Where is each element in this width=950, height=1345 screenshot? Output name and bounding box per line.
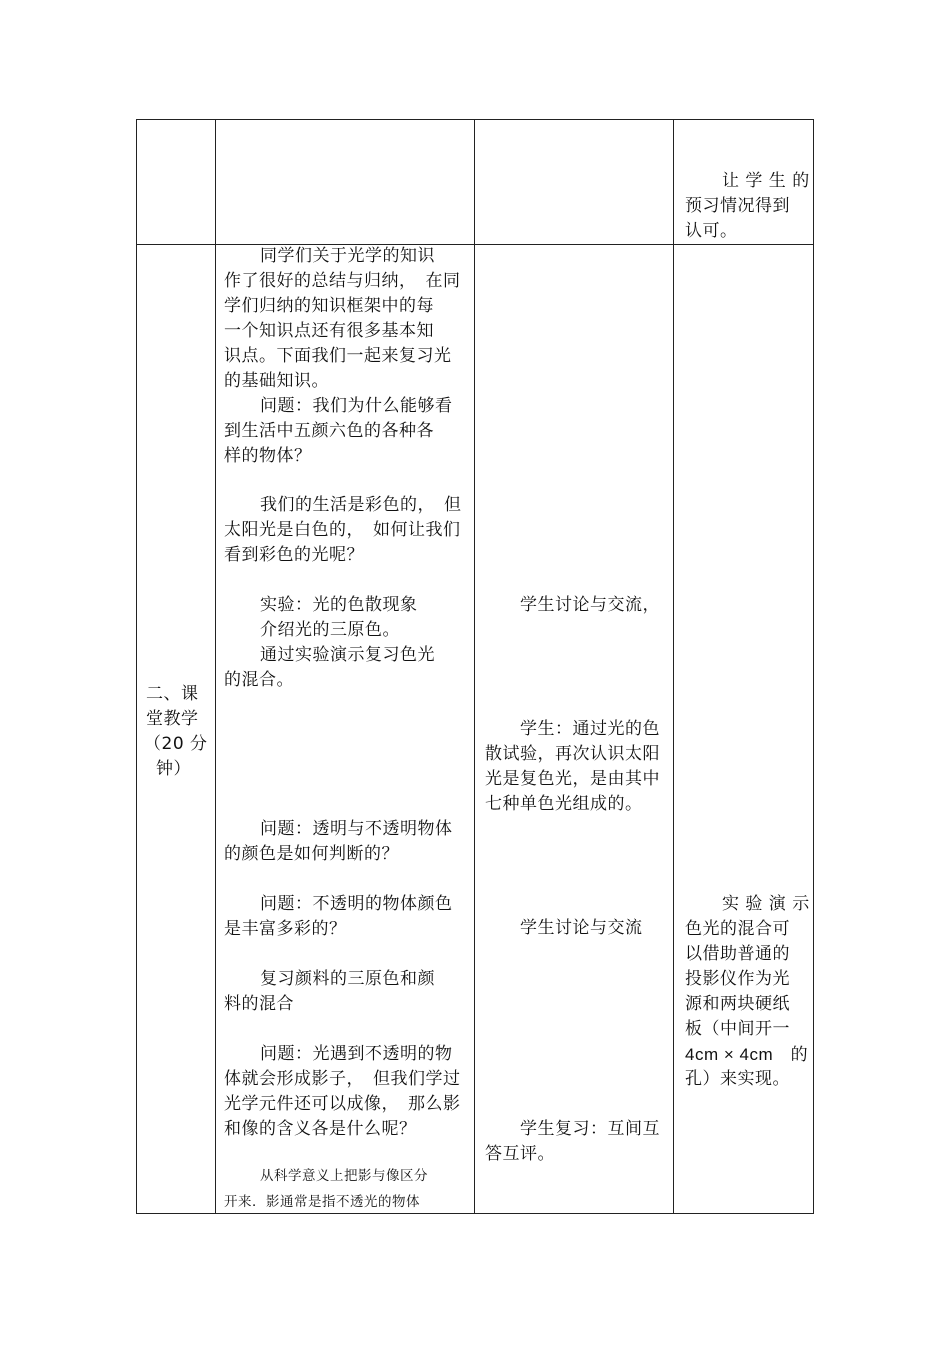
stage-label-line-4: 钟） [156, 759, 191, 779]
intent-text-line-1: 实 验 演 示 [722, 894, 810, 914]
teacher-text-line-5: 识点。下面我们一起来复习光 [224, 346, 452, 366]
student-text-line-7: 学生复习：互间互 [520, 1119, 660, 1139]
stage-label-line-1: 二、课 [146, 684, 199, 704]
teacher-text-line-8: 到生活中五颜六色的各种各 [224, 421, 434, 441]
teacher-text-line-7: 问题：我们为什么能够看 [260, 396, 453, 416]
teacher-text-line-6: 的基础知识。 [224, 371, 329, 391]
teacher-text-line-16: 的混合。 [224, 670, 294, 690]
intent-text-line-4: 投影仪作为光 [685, 969, 790, 989]
teacher-text-line-17: 问题：透明与不透明物体 [260, 819, 453, 839]
teacher-text-line-26: 和像的含义各是什么呢？ [224, 1119, 417, 1139]
student-text-line-2: 学生：通过光的色 [520, 719, 660, 739]
column-divider-2 [474, 120, 475, 1213]
column-divider-3 [673, 120, 674, 1213]
teacher-text-line-28: 开来．影通常是指不透光的物体 [224, 1194, 420, 1210]
teacher-text-line-22: 料的混合 [224, 994, 294, 1014]
row1-col4-line-3: 认可。 [685, 221, 738, 241]
student-text-line-4: 光是复色光，是由其中 [485, 769, 660, 789]
student-text-line-5: 七种单色光组成的。 [485, 794, 643, 814]
teacher-text-line-14: 介绍光的三原色。 [260, 620, 400, 640]
teacher-text-line-18: 的颜色是如何判断的？ [224, 844, 399, 864]
teacher-text-line-23: 问题：光遇到不透明的物 [260, 1044, 453, 1064]
teacher-text-line-2: 作了很好的总结与归纳， 在同 [224, 271, 461, 291]
intent-text-line-3: 以借助普通的 [685, 944, 790, 964]
teacher-text-line-24: 体就会形成影子， 但我们学过 [224, 1069, 461, 1089]
teacher-text-line-10: 我们的生活是彩色的， 但 [260, 495, 462, 515]
student-text-line-8: 答互评。 [485, 1144, 555, 1164]
student-text-line-1: 学生讨论与交流， [520, 595, 660, 615]
row-divider-1 [137, 244, 813, 245]
teacher-text-line-27: 从科学意义上把影与像区分 [260, 1168, 428, 1184]
row1-col4-line-2: 预习情况得到 [685, 196, 790, 216]
student-text-line-3: 散试验，再次认识太阳 [485, 744, 660, 764]
intent-text-line-6: 板（中间开一 [685, 1019, 790, 1039]
teacher-text-line-4: 一个知识点还有很多基本知 [224, 321, 434, 341]
column-divider-1 [215, 120, 216, 1213]
teacher-text-line-11: 太阳光是白色的， 如何让我们 [224, 520, 461, 540]
intent-text-line-8: 孔）来实现。 [685, 1069, 790, 1089]
teacher-text-line-21: 复习颜料的三原色和颜 [260, 969, 435, 989]
row1-col4-line-1: 让 学 生 的 [722, 171, 810, 191]
teacher-text-line-12: 看到彩色的光呢？ [224, 545, 364, 565]
teacher-text-line-20: 是丰富多彩的？ [224, 919, 347, 939]
teacher-text-line-15: 通过实验演示复习色光 [260, 645, 435, 665]
teacher-text-line-25: 光学元件还可以成像， 那么影 [224, 1094, 461, 1114]
intent-text-line-2: 色光的混合可 [685, 919, 790, 939]
student-text-line-6: 学生讨论与交流 [520, 918, 643, 938]
teacher-text-line-19: 问题：不透明的物体颜色 [260, 894, 453, 914]
intent-text-line-5: 源和两块硬纸 [685, 994, 790, 1014]
stage-label-line-3: （20 分 [144, 734, 208, 754]
stage-label-line-2: 堂教学 [146, 709, 199, 729]
teacher-text-line-13: 实验：光的色散现象 [260, 595, 418, 615]
teacher-text-line-1: 同学们关于光学的知识 [260, 246, 435, 266]
intent-text-line-7: 4cm × 4cm 的 [685, 1045, 809, 1064]
teacher-text-line-9: 样的物体？ [224, 446, 312, 466]
teacher-text-line-3: 学们归纳的知识框架中的每 [224, 296, 434, 316]
